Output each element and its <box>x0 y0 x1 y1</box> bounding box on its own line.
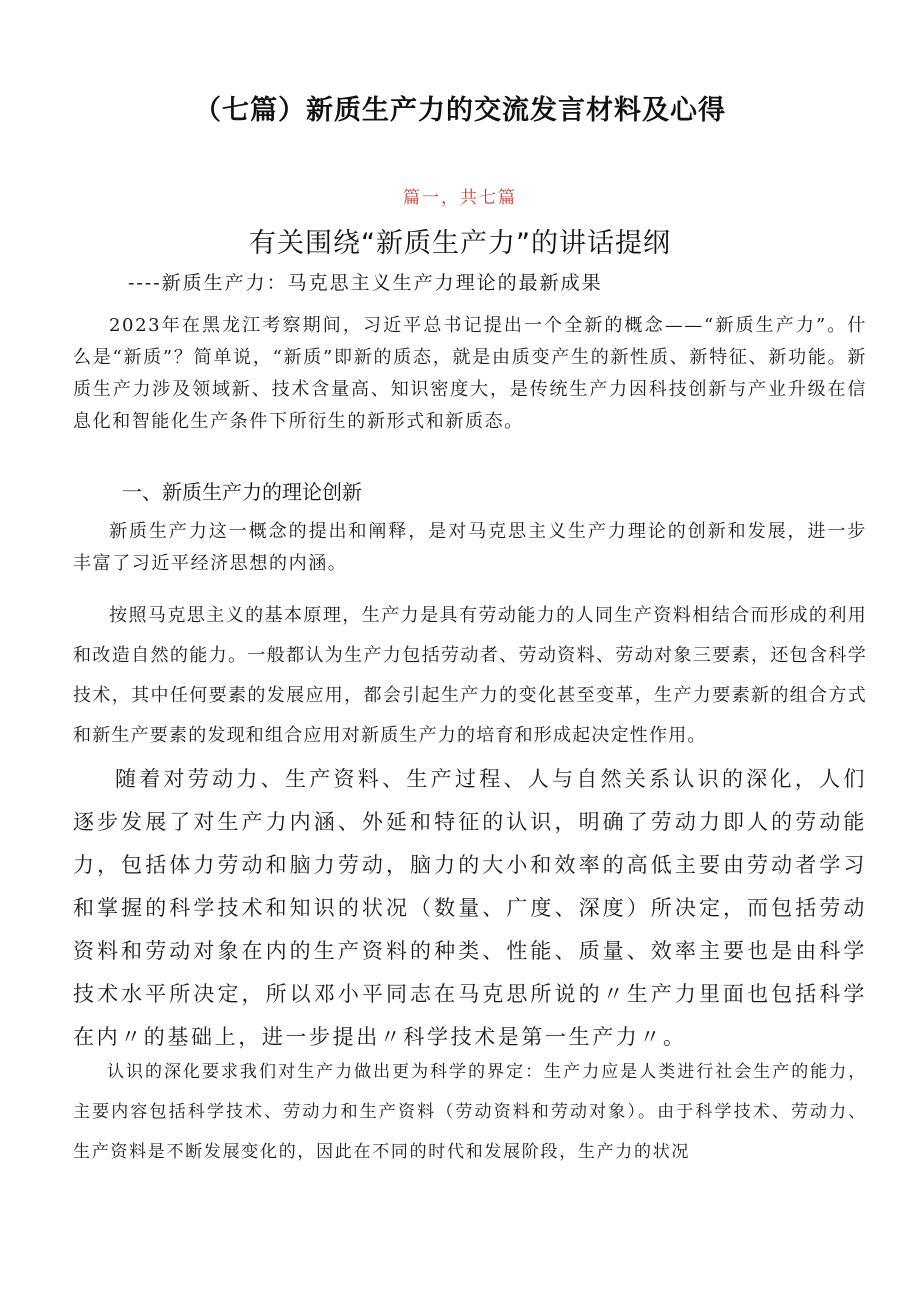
body-paragraph: 随着对劳动力、生产资料、生产过程、人与自然关系认识的深化，人们逐步发展了对生产力内涵、外延和特征的认识，明确了劳动力即人的劳动能力，包括体力劳动和脑力劳动，脑力的大小和效率的高低主要由劳动者学习和掌握的科学技术和知识的状况（数量、广度、深度）所决定，而包括劳动资料和劳动对象在内的生产资料的种类、性能、质量、效率主要也是由科学技术水平所决定，所以邓小平同志在马克思所说的〃生产力里面也包括科学在内〃的基础上，进一步提出〃科学技术是第一生产力〃。 <box>73 767 867 1049</box>
body-paragraph: 按照马克思主义的基本原理，生产力是具有劳动能力的人同生产资料相结合而形成的利用和改造自然的能力。一般都认为生产力包括劳动者、劳动资料、劳动对象三要素，还包含科学技术，其中任何要素的发展应用，都会引起生产力的变化甚至变革，生产力要素新的组合方式和新生产要素的发现和组合应用对新质生产力的培育和形成起决定性作用。 <box>73 605 867 746</box>
section-heading: 一、新质生产力的理论创新 <box>122 480 362 504</box>
speech-title: 有关围绕“新质生产力”的讲话提纲 <box>249 228 671 259</box>
intro-paragraph: 2023年在黑龙江考察期间，习近平总书记提出一个全新的概念——“新质生产力”。什么是“新质”？简单说，“新质”即新的质态，就是由质变产生的新性质、新特征、新功能。新质生产力涉及领域新、技术含量高、知识密度大，是传统生产力因科技创新与产业升级在信息化和智能化生产条件下所衍生的新形式和新质态。 <box>73 315 867 432</box>
subtitle: ----新质生产力：马克思主义生产力理论的最新成果 <box>128 272 603 294</box>
body-paragraph: 新质生产力这一概念的提出和阐释，是对马克思主义生产力理论的创新和发展，进一步丰富了习近平经济思想的内涵。 <box>73 521 867 574</box>
document-title: （七篇）新质生产力的交流发言材料及心得 <box>194 95 726 126</box>
body-paragraph: 认识的深化要求我们对生产力做出更为科学的界定：生产力应是人类进行社会生产的能力，主要内容包括科学技术、劳动力和生产资料（劳动资料和劳动对象）。由于科学技术、劳动力、生产资料是不断发展变化的，因此在不同的时代和发展阶段，生产力的状况 <box>73 1062 867 1162</box>
part-label: 篇一，共七篇 <box>403 188 517 208</box>
